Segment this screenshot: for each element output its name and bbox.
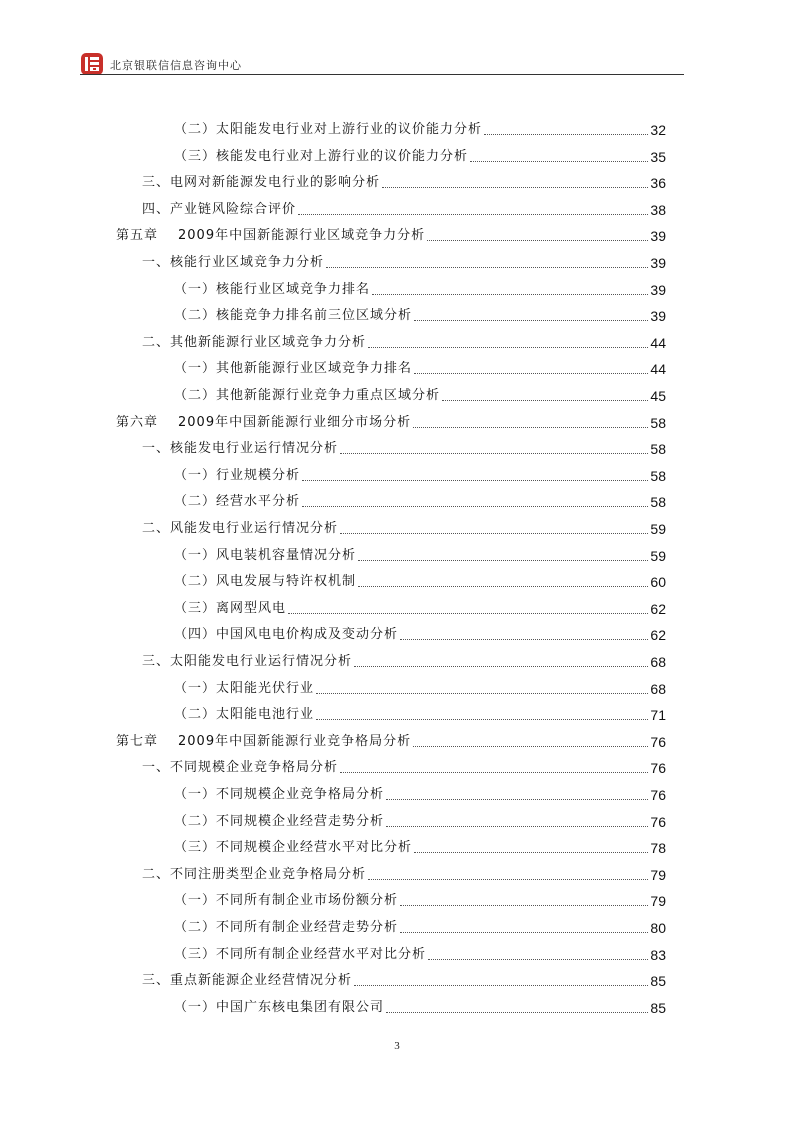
toc-subsection-entry[interactable] bbox=[174, 597, 666, 617]
toc-entry-label: （二）太阳能发电行业对上游行业的议价能力分析 bbox=[174, 122, 483, 137]
toc-entry-label: （一）行业规模分析 bbox=[174, 467, 301, 483]
toc-leader-dots bbox=[358, 560, 648, 561]
toc-leader-dots bbox=[340, 453, 648, 454]
toc-section-entry[interactable] bbox=[142, 517, 666, 537]
toc-section-entry[interactable] bbox=[142, 331, 666, 351]
toc-subsection-entry[interactable] bbox=[174, 118, 666, 138]
toc-leader-dots bbox=[386, 1012, 648, 1013]
toc-section-entry[interactable] bbox=[142, 650, 666, 670]
toc-entry-label: （一）中国广东核电集团有限公司 bbox=[174, 999, 385, 1015]
toc-entry-label: 一、不同规模企业竞争格局分析 bbox=[142, 760, 339, 776]
toc-entry-label: （三）不同规模企业经营水平对比分析 bbox=[174, 840, 413, 856]
toc-page-number: 71 bbox=[650, 707, 666, 724]
toc-entry-label: （二）不同所有制企业经营走势分析 bbox=[174, 920, 399, 935]
toc-subsection-entry[interactable] bbox=[174, 677, 666, 697]
toc-page-number: 58 bbox=[650, 441, 666, 458]
toc-page-number: 39 bbox=[650, 281, 666, 298]
toc-page-number: 36 bbox=[650, 175, 666, 192]
toc-section-entry[interactable] bbox=[142, 756, 666, 776]
toc-page-number: 85 bbox=[650, 999, 666, 1016]
toc-page-number: 76 bbox=[650, 733, 666, 750]
toc-subsection-entry[interactable] bbox=[174, 544, 666, 564]
toc-page-number: 39 bbox=[650, 228, 666, 245]
toc-page-number: 78 bbox=[650, 840, 666, 857]
toc-entry-label: 三、重点新能源企业经营情况分析 bbox=[142, 973, 353, 989]
toc-entry-label: 一、核能发电行业运行情况分析 bbox=[142, 441, 339, 457]
toc-leader-dots bbox=[414, 852, 648, 853]
toc-section-entry[interactable] bbox=[142, 863, 666, 883]
toc-chapter-title: 2009年中国新能源行业区域竞争力分析 bbox=[178, 228, 426, 244]
toc-chapter-entry[interactable] bbox=[116, 730, 666, 750]
toc-page-number: 85 bbox=[650, 973, 666, 990]
toc-leader-dots bbox=[386, 826, 648, 827]
toc-leader-dots bbox=[368, 879, 648, 880]
toc-subsection-entry[interactable] bbox=[174, 836, 666, 856]
toc-page-number: 76 bbox=[650, 787, 666, 803]
toc-page-number: 76 bbox=[650, 760, 666, 777]
toc-page-number: 39 bbox=[650, 308, 666, 325]
toc-subsection-entry[interactable] bbox=[174, 623, 666, 643]
toc-page-number: 62 bbox=[650, 627, 666, 644]
toc-leader-dots bbox=[400, 932, 648, 933]
toc-subsection-entry[interactable] bbox=[174, 703, 666, 723]
toc-entry-label: 三、电网对新能源发电行业的影响分析 bbox=[142, 175, 381, 191]
toc-page-number: 79 bbox=[650, 866, 666, 883]
toc-entry-label: 二、不同注册类型企业竞争格局分析 bbox=[142, 866, 367, 882]
toc-entry-label: （一）风电装机容量情况分析 bbox=[174, 547, 357, 563]
toc-section-entry[interactable] bbox=[142, 198, 666, 218]
toc-page-number: 58 bbox=[650, 467, 666, 484]
toc-entry-label: （三）不同所有制企业经营水平对比分析 bbox=[174, 946, 427, 962]
toc-subsection-entry[interactable] bbox=[174, 464, 666, 484]
toc-leader-dots bbox=[302, 506, 648, 507]
toc-page-number: 80 bbox=[650, 920, 666, 936]
toc-section-entry[interactable] bbox=[142, 437, 666, 457]
toc-section-entry[interactable] bbox=[142, 251, 666, 271]
toc-leader-dots bbox=[386, 799, 648, 800]
toc-chapter-entry[interactable] bbox=[116, 224, 666, 244]
toc-entry-label bbox=[116, 415, 411, 431]
toc-chapter-title: 2009年中国新能源行业竞争格局分析 bbox=[178, 733, 412, 749]
toc-page-number: 59 bbox=[650, 547, 666, 564]
toc-entry-label: （一）其他新能源行业区域竞争力排名 bbox=[174, 361, 413, 377]
toc-entry-label: （一）核能行业区域竞争力排名 bbox=[174, 281, 371, 297]
toc-leader-dots bbox=[470, 161, 648, 162]
toc-chapter-number: 第五章 bbox=[116, 228, 159, 244]
toc-entry-label: （一）不同所有制企业市场份额分析 bbox=[174, 893, 399, 909]
toc-subsection-entry[interactable] bbox=[174, 889, 666, 909]
toc-leader-dots bbox=[340, 533, 648, 534]
toc-page-number: 59 bbox=[650, 521, 666, 537]
toc-entry-label: （二）其他新能源行业竞争力重点区域分析 bbox=[174, 388, 441, 403]
toc-entry-label: （二）核能竞争力排名前三位区域分析 bbox=[174, 308, 413, 324]
toc-entry-label: 四、产业链风险综合评价 bbox=[142, 201, 297, 217]
toc-entry-label bbox=[116, 228, 425, 244]
company-logo-icon bbox=[80, 52, 104, 76]
toc-leader-dots bbox=[288, 613, 648, 614]
toc-subsection-entry[interactable] bbox=[174, 916, 666, 936]
toc-subsection-entry[interactable] bbox=[174, 145, 666, 165]
toc-leader-dots bbox=[428, 959, 648, 960]
toc-page-number: 83 bbox=[650, 946, 666, 963]
toc-entry-label: （一）太阳能光伏行业 bbox=[174, 680, 315, 696]
toc-subsection-entry[interactable] bbox=[174, 278, 666, 298]
toc-entry-label: 三、太阳能发电行业运行情况分析 bbox=[142, 654, 353, 669]
toc-page-number: 45 bbox=[650, 388, 666, 404]
toc-subsection-entry[interactable] bbox=[174, 943, 666, 963]
toc-subsection-entry[interactable] bbox=[174, 570, 666, 590]
toc-page-number: 44 bbox=[650, 361, 666, 378]
toc-page-number: 79 bbox=[650, 893, 666, 910]
toc-chapter-entry[interactable] bbox=[116, 411, 666, 431]
toc-leader-dots bbox=[414, 320, 648, 321]
toc-subsection-entry[interactable] bbox=[174, 304, 666, 324]
toc-entry-label: （一）不同规模企业竞争格局分析 bbox=[174, 787, 385, 802]
toc-entry-label: 一、核能行业区域竞争力分析 bbox=[142, 255, 325, 270]
toc-section-entry[interactable] bbox=[142, 171, 666, 191]
header-divider bbox=[80, 74, 684, 75]
toc-subsection-entry[interactable] bbox=[174, 783, 666, 803]
toc-leader-dots bbox=[302, 480, 648, 481]
toc-leader-dots bbox=[326, 267, 648, 268]
toc-entry-label: （四）中国风电电价构成及变动分析 bbox=[174, 627, 399, 643]
toc-page-number: 58 bbox=[650, 494, 666, 511]
toc-page-number: 32 bbox=[650, 122, 666, 138]
toc-page-number: 60 bbox=[650, 574, 666, 591]
toc-entry-label: （二）太阳能电池行业 bbox=[174, 707, 315, 723]
toc-subsection-entry[interactable] bbox=[174, 384, 666, 404]
toc-page-number: 35 bbox=[650, 148, 666, 165]
toc-page-number: 58 bbox=[650, 414, 666, 431]
toc-leader-dots bbox=[400, 639, 648, 640]
toc-leader-dots bbox=[354, 666, 648, 667]
toc-entry-label: 二、风能发电行业运行情况分析 bbox=[142, 521, 339, 536]
toc-subsection-entry[interactable] bbox=[174, 490, 666, 510]
toc-entry-label: （三）核能发电行业对上游行业的议价能力分析 bbox=[174, 148, 469, 164]
toc-leader-dots bbox=[340, 772, 648, 773]
toc-leader-dots bbox=[414, 373, 648, 374]
toc-leader-dots bbox=[382, 187, 648, 188]
toc-leader-dots bbox=[316, 719, 648, 720]
toc-page-number: 62 bbox=[650, 600, 666, 617]
toc-entry-label: （二）不同规模企业经营走势分析 bbox=[174, 813, 385, 829]
toc-page-number: 68 bbox=[650, 680, 666, 697]
toc-leader-dots bbox=[298, 214, 648, 215]
company-name: 北京银联信信息咨询中心 bbox=[110, 59, 242, 72]
toc-entry-label: （二）经营水平分析 bbox=[174, 494, 301, 510]
toc-page-number: 68 bbox=[650, 654, 666, 670]
toc-page-number: 44 bbox=[650, 334, 666, 351]
toc-page-number: 38 bbox=[650, 201, 666, 218]
toc-leader-dots bbox=[354, 985, 648, 986]
toc-leader-dots bbox=[316, 693, 648, 694]
toc-leader-dots bbox=[484, 134, 648, 135]
toc-entry-label: 二、其他新能源行业区域竞争力分析 bbox=[142, 334, 367, 350]
toc-leader-dots bbox=[442, 400, 648, 401]
toc-entry-label bbox=[116, 734, 411, 750]
toc-leader-dots bbox=[427, 240, 648, 241]
toc-leader-dots bbox=[368, 347, 648, 348]
toc-leader-dots bbox=[413, 427, 648, 428]
toc-leader-dots bbox=[358, 586, 648, 587]
toc-leader-dots bbox=[413, 746, 648, 747]
toc-entry-label: （三）离网型风电 bbox=[174, 600, 287, 616]
toc-page-number: 39 bbox=[650, 255, 666, 271]
toc-subsection-entry[interactable] bbox=[174, 357, 666, 377]
toc-subsection-entry[interactable] bbox=[174, 810, 666, 830]
toc-leader-dots bbox=[372, 294, 648, 295]
toc-subsection-entry[interactable] bbox=[174, 996, 666, 1016]
toc-entry-label: （二）风电发展与特许权机制 bbox=[174, 574, 357, 590]
toc-leader-dots bbox=[400, 905, 648, 906]
toc-chapter-title: 2009年中国新能源行业细分市场分析 bbox=[178, 414, 412, 430]
toc-chapter-number: 第七章 bbox=[116, 733, 159, 749]
toc-page-number: 76 bbox=[650, 813, 666, 830]
toc-chapter-number: 第六章 bbox=[116, 414, 159, 430]
page-number: 3 bbox=[394, 1040, 400, 1052]
toc-section-entry[interactable] bbox=[142, 969, 666, 989]
